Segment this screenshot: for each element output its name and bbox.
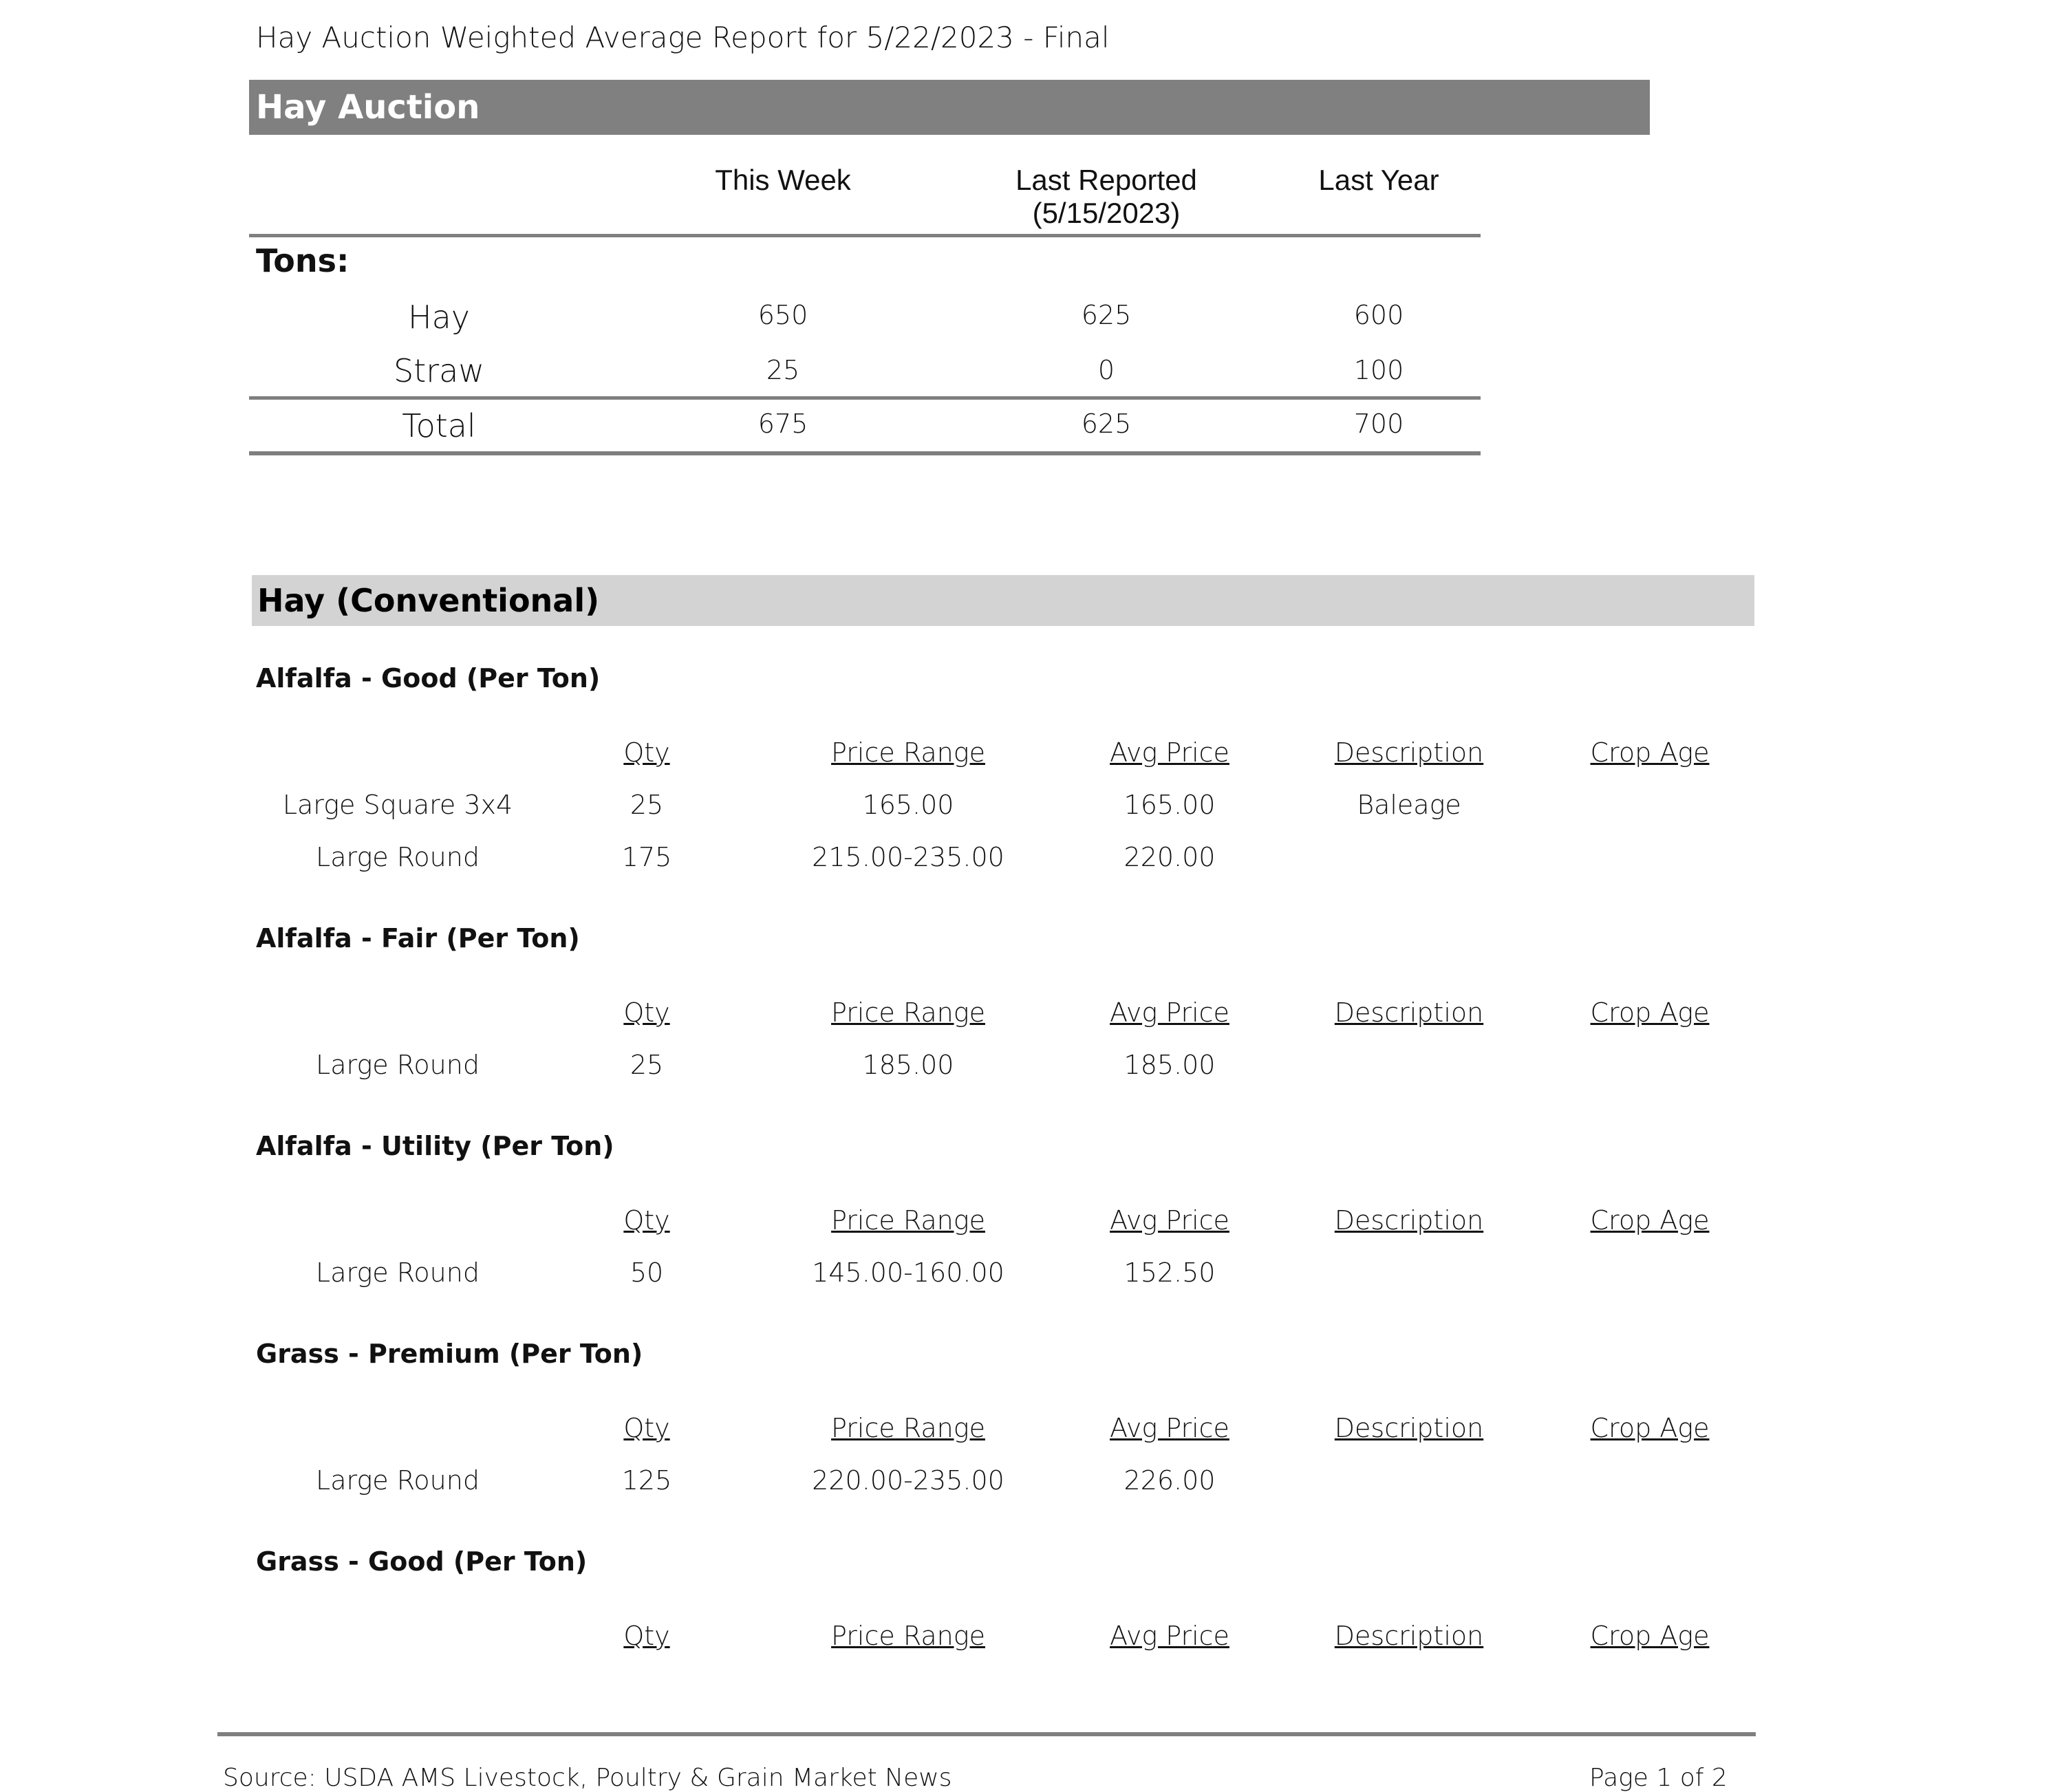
cell-total-this-week: 675 [757, 409, 808, 439]
col-header-qty: Qty [623, 1205, 670, 1235]
row-qty: 125 [621, 1465, 672, 1496]
col-header-price-range: Price Range [831, 997, 985, 1028]
row-avg-price: 152.50 [1124, 1257, 1216, 1288]
row-description: Baleage [1357, 790, 1461, 820]
footer-rule [217, 1732, 1756, 1736]
report-title: Hay Auction Weighted Average Report for 5/22/2023 - Final [256, 21, 1110, 54]
summary-total-rule [249, 396, 1481, 400]
row-label-total: Total [402, 407, 476, 444]
row-label: Large Round [316, 1465, 480, 1496]
col-header-qty: Qty [623, 1621, 670, 1651]
group-title-grass-premium: Grass - Premium (Per Ton) [256, 1339, 643, 1369]
col-header-crop-age: Crop Age [1590, 1205, 1710, 1235]
row-label: Large Round [316, 842, 480, 872]
cell-hay-last-year: 600 [1353, 300, 1404, 330]
col-header-price-range: Price Range [831, 1413, 985, 1443]
col-header-price-range: Price Range [831, 1205, 985, 1235]
row-price-range: 220.00-235.00 [812, 1465, 1004, 1496]
col-header-crop-age: Crop Age [1590, 1413, 1710, 1443]
row-avg-price: 226.00 [1124, 1465, 1216, 1496]
row-qty: 50 [630, 1257, 664, 1288]
col-header-description: Description [1334, 737, 1484, 768]
cell-hay-last-reported: 625 [1081, 300, 1132, 330]
col-header-avg-price: Avg Price [1110, 1413, 1229, 1443]
row-price-range: 165.00 [862, 790, 954, 820]
cell-total-last-reported: 625 [1081, 409, 1132, 439]
row-price-range: 215.00-235.00 [812, 842, 1004, 872]
group-title-alfalfa-utility: Alfalfa - Utility (Per Ton) [256, 1131, 614, 1161]
row-label-straw: Straw [394, 352, 484, 389]
group-title-grass-good: Grass - Good (Per Ton) [256, 1546, 588, 1577]
summary-bottom-rule [249, 451, 1481, 455]
tons-label: Tons: [256, 242, 350, 279]
col-header-qty: Qty [623, 1413, 670, 1443]
col-this-week: This Week [715, 164, 851, 196]
row-avg-price: 220.00 [1124, 842, 1216, 872]
row-label: Large Round [316, 1257, 480, 1288]
row-qty: 25 [630, 1050, 664, 1080]
col-header-qty: Qty [623, 997, 670, 1028]
col-header-crop-age: Crop Age [1590, 1621, 1710, 1651]
row-price-range: 185.00 [862, 1050, 954, 1080]
footer-source: Source: USDA AMS Livestock, Poultry & Grain Market News [223, 1764, 952, 1792]
col-last-year: Last Year [1318, 164, 1439, 196]
row-avg-price: 165.00 [1124, 790, 1216, 820]
hay-conventional-header: Hay (Conventional) [252, 575, 1754, 626]
col-header-qty: Qty [623, 737, 670, 768]
row-label: Large Square 3x4 [282, 790, 513, 820]
row-label: Large Round [316, 1050, 480, 1080]
col-header-crop-age: Crop Age [1590, 997, 1710, 1028]
col-header-description: Description [1334, 1621, 1484, 1651]
col-header-avg-price: Avg Price [1110, 997, 1229, 1028]
row-avg-price: 185.00 [1124, 1050, 1216, 1080]
col-header-description: Description [1334, 997, 1484, 1028]
col-header-avg-price: Avg Price [1110, 1621, 1229, 1651]
col-header-price-range: Price Range [831, 1621, 985, 1651]
col-header-description: Description [1334, 1413, 1484, 1443]
group-title-alfalfa-good: Alfalfa - Good (Per Ton) [256, 663, 601, 693]
col-header-avg-price: Avg Price [1110, 737, 1229, 768]
row-price-range: 145.00-160.00 [812, 1257, 1004, 1288]
cell-straw-last-year: 100 [1353, 355, 1404, 385]
group-title-alfalfa-fair: Alfalfa - Fair (Per Ton) [256, 923, 580, 953]
col-last-reported: Last Reported (5/15/2023) [1015, 164, 1197, 229]
footer-page-number: Page 1 of 2 [1589, 1764, 1728, 1792]
cell-straw-last-reported: 0 [1097, 355, 1115, 385]
row-qty: 25 [630, 790, 664, 820]
col-header-description: Description [1334, 1205, 1484, 1235]
col-header-crop-age: Crop Age [1590, 737, 1710, 768]
cell-total-last-year: 700 [1353, 409, 1404, 439]
row-qty: 175 [621, 842, 672, 872]
col-header-avg-price: Avg Price [1110, 1205, 1229, 1235]
row-label-hay: Hay [407, 299, 470, 336]
cell-hay-this-week: 650 [757, 300, 808, 330]
cell-straw-this-week: 25 [766, 355, 800, 385]
hay-auction-header: Hay Auction [249, 80, 1650, 135]
summary-header-rule [249, 234, 1481, 237]
col-header-price-range: Price Range [831, 737, 985, 768]
